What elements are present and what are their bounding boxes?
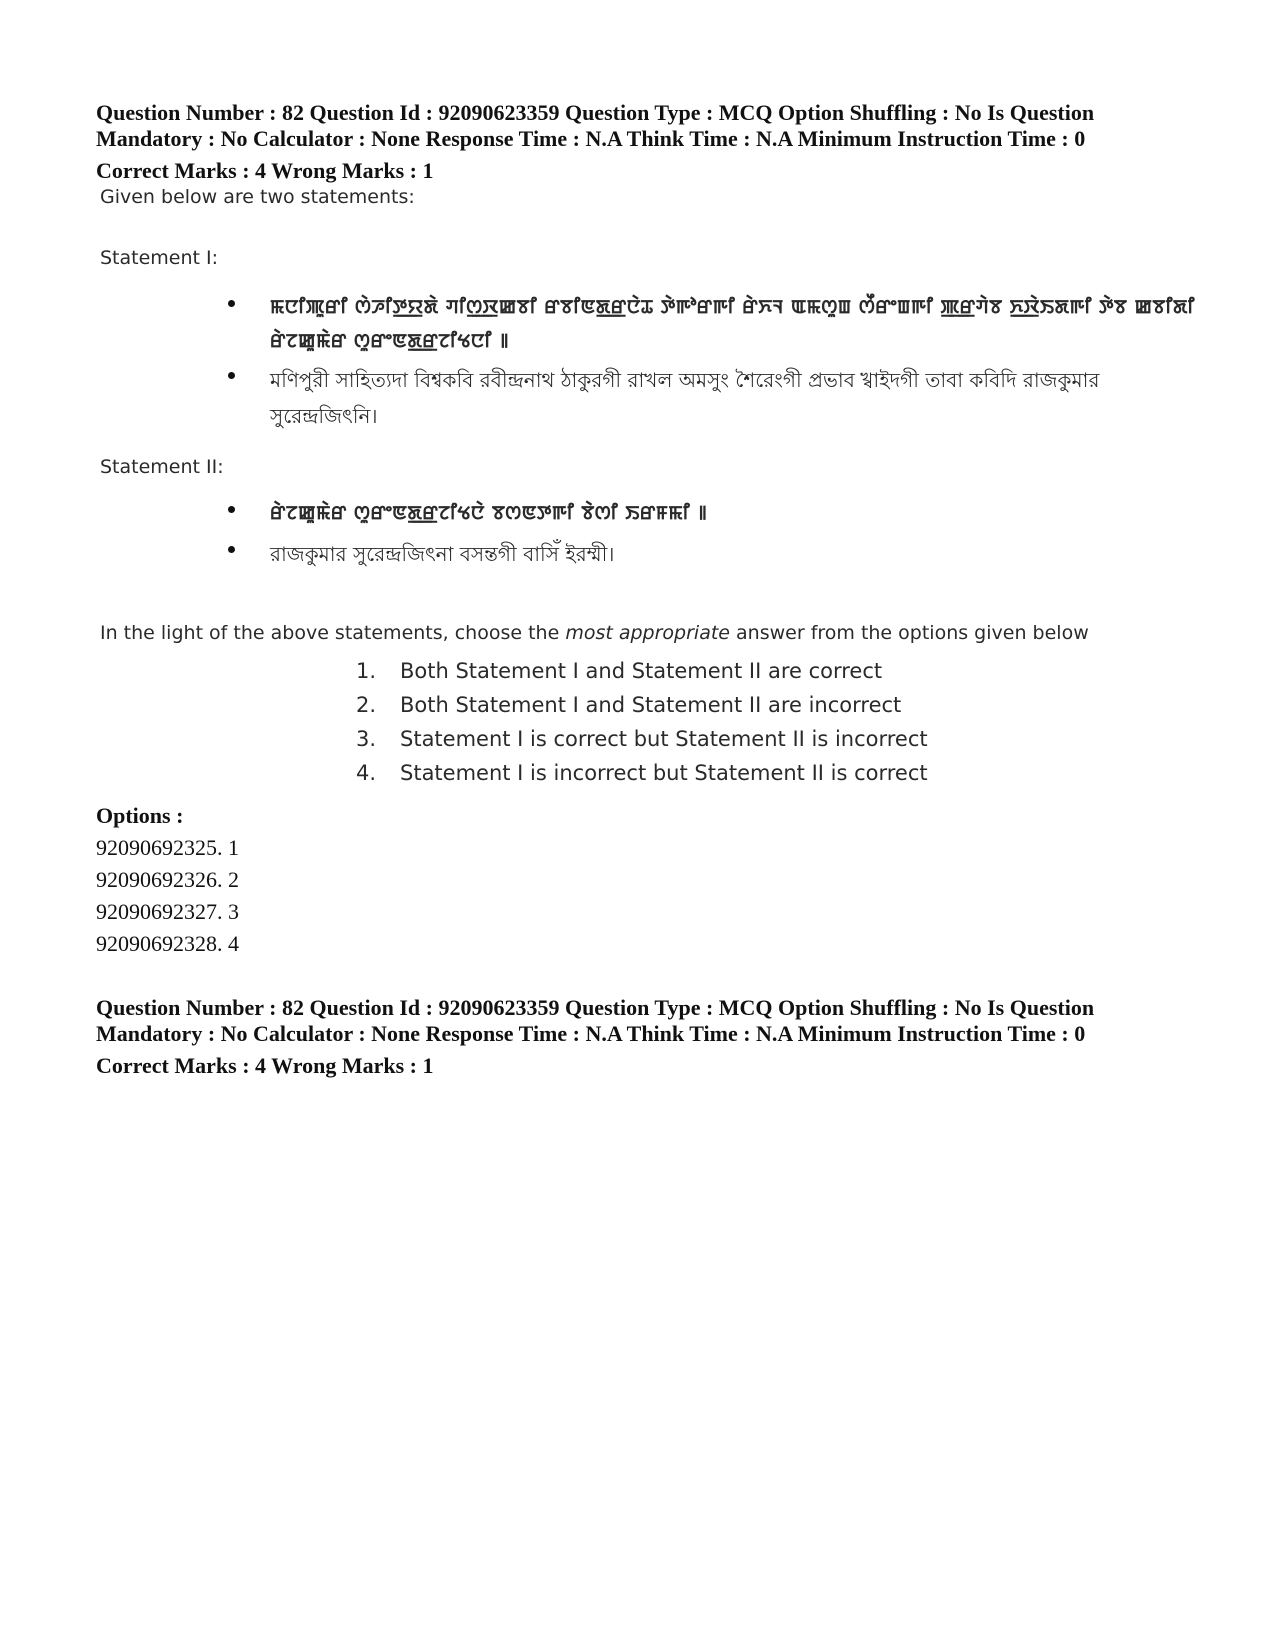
question-intro: Given below are two statements: xyxy=(100,186,415,208)
instruction-text xyxy=(100,622,1089,644)
choice-item xyxy=(356,688,928,722)
bullet-icon xyxy=(228,372,235,379)
bullet-icon xyxy=(228,546,235,553)
choice-number: 1. xyxy=(356,659,377,683)
options-heading: Options : xyxy=(96,803,184,828)
choice-text: Statement I is incorrect but Statement II is correct xyxy=(400,761,928,785)
statement-1-meetei-text: ꯃꯅꯤꯄꯨꯔꯤ ꯁꯥꯍꯤꯇ꯭ꯌꯗꯥ ꯚꯤꯁ꯭ꯋꯀꯕꯤ ꯔꯕꯤꯟꯗ꯭ꯔꯅꯥꯊ ꯇꯥꯒꯣꯔꯒꯤ ꯔꯥꯈꯜ ꯑꯃꯁꯨꯡ ꯁꯩꯔꯦꯡꯒꯤ ꯄ꯭ꯔꯚꯥꯕ ꯈ꯭ꯋꯥꯏꯗꯒꯤ ꯇꯥꯕ ꯀꯕꯤꯗꯤ ꯔꯥꯖꯀꯨꯃꯥꯔ ꯁꯨꯔꯦꯟꯗ꯭ꯔꯖꯤꯠꯅꯤ ꯫ xyxy=(270,296,1195,352)
question-header xyxy=(96,100,1206,184)
choice-number: 4. xyxy=(356,761,377,785)
choice-item xyxy=(356,722,928,756)
statement-2-meetei xyxy=(228,496,1208,530)
statement-1-meetei xyxy=(228,290,1208,358)
choice-text: Both Statement I and Statement II are incorrect xyxy=(400,693,902,717)
question-meta-line-1: Question Number : 82 Question Id : 92090623359 Question Type : MCQ Option Shuffling : No Is Question xyxy=(96,100,1095,125)
statement-2-bengali-text: রাজকুমার সুরেন্দ্রজিৎনা বসন্তগী বাসিঁ ইরম্মী। xyxy=(270,542,615,566)
choice-text: Statement I is correct but Statement II is incorrect xyxy=(400,727,928,751)
choice-number: 2. xyxy=(356,693,377,717)
bullet-icon xyxy=(228,300,235,307)
statement-2-meetei-text: ꯔꯥꯖꯀꯨꯃꯥꯔ ꯁꯨꯔꯦꯟꯗ꯭ꯔꯖꯤꯠꯅꯥ ꯕꯁꯟꯇꯒꯤ ꯕꯥꯁꯤ ꯏꯔꯝꯃꯤ ꯫ xyxy=(270,502,708,524)
statement-1-label: Statement I: xyxy=(100,247,219,269)
option-item: 92090692327. 3 xyxy=(96,899,239,924)
statement-1-bengali xyxy=(228,362,1208,434)
next-question-meta-line-1: Question Number : 82 Question Id : 92090623359 Question Type : MCQ Option Shuffling : No Is Question xyxy=(96,995,1095,1020)
question-marks: Correct Marks : 4 Wrong Marks : 1 xyxy=(96,158,434,183)
answer-choices xyxy=(356,654,928,790)
bullet-icon xyxy=(228,506,235,513)
statement-1-bengali-text: মণিপুরী সাহিত্যদা বিশ্বকবি রবীন্দ্রনাথ ঠাকুরগী রাখল অমসুং শৈরেংগী প্রভাব খ্বাইদগী তাবা কবিদি রাজকুমার সুরেন্দ্রজিৎনি। xyxy=(270,368,1100,428)
next-question-marks: Correct Marks : 4 Wrong Marks : 1 xyxy=(96,1053,434,1078)
next-question-header xyxy=(96,995,1206,1079)
instruction-emphasis: most appropriate xyxy=(565,622,730,644)
statement-2-list xyxy=(228,496,1208,572)
choice-number: 3. xyxy=(356,727,377,751)
option-item: 92090692325. 1 xyxy=(96,835,239,860)
instruction-before: In the light of the above statements, choose the xyxy=(100,622,566,644)
instruction-after: answer from the options given below xyxy=(729,622,1089,644)
statement-2-label: Statement II: xyxy=(100,456,224,478)
choice-text: Both Statement I and Statement II are correct xyxy=(400,659,883,683)
options-section xyxy=(96,800,239,960)
choice-item xyxy=(356,654,928,688)
choice-item xyxy=(356,756,928,790)
option-item: 92090692328. 4 xyxy=(96,931,239,956)
option-item: 92090692326. 2 xyxy=(96,867,239,892)
statement-2-bengali xyxy=(228,536,1208,572)
statement-1-list xyxy=(228,290,1208,434)
next-question-meta-line-2: Mandatory : No Calculator : None Response Time : N.A Think Time : N.A Minimum Instruction Time : 0 xyxy=(96,1021,1086,1046)
question-meta-line-2: Mandatory : No Calculator : None Response Time : N.A Think Time : N.A Minimum Instruction Time : 0 xyxy=(96,126,1086,151)
